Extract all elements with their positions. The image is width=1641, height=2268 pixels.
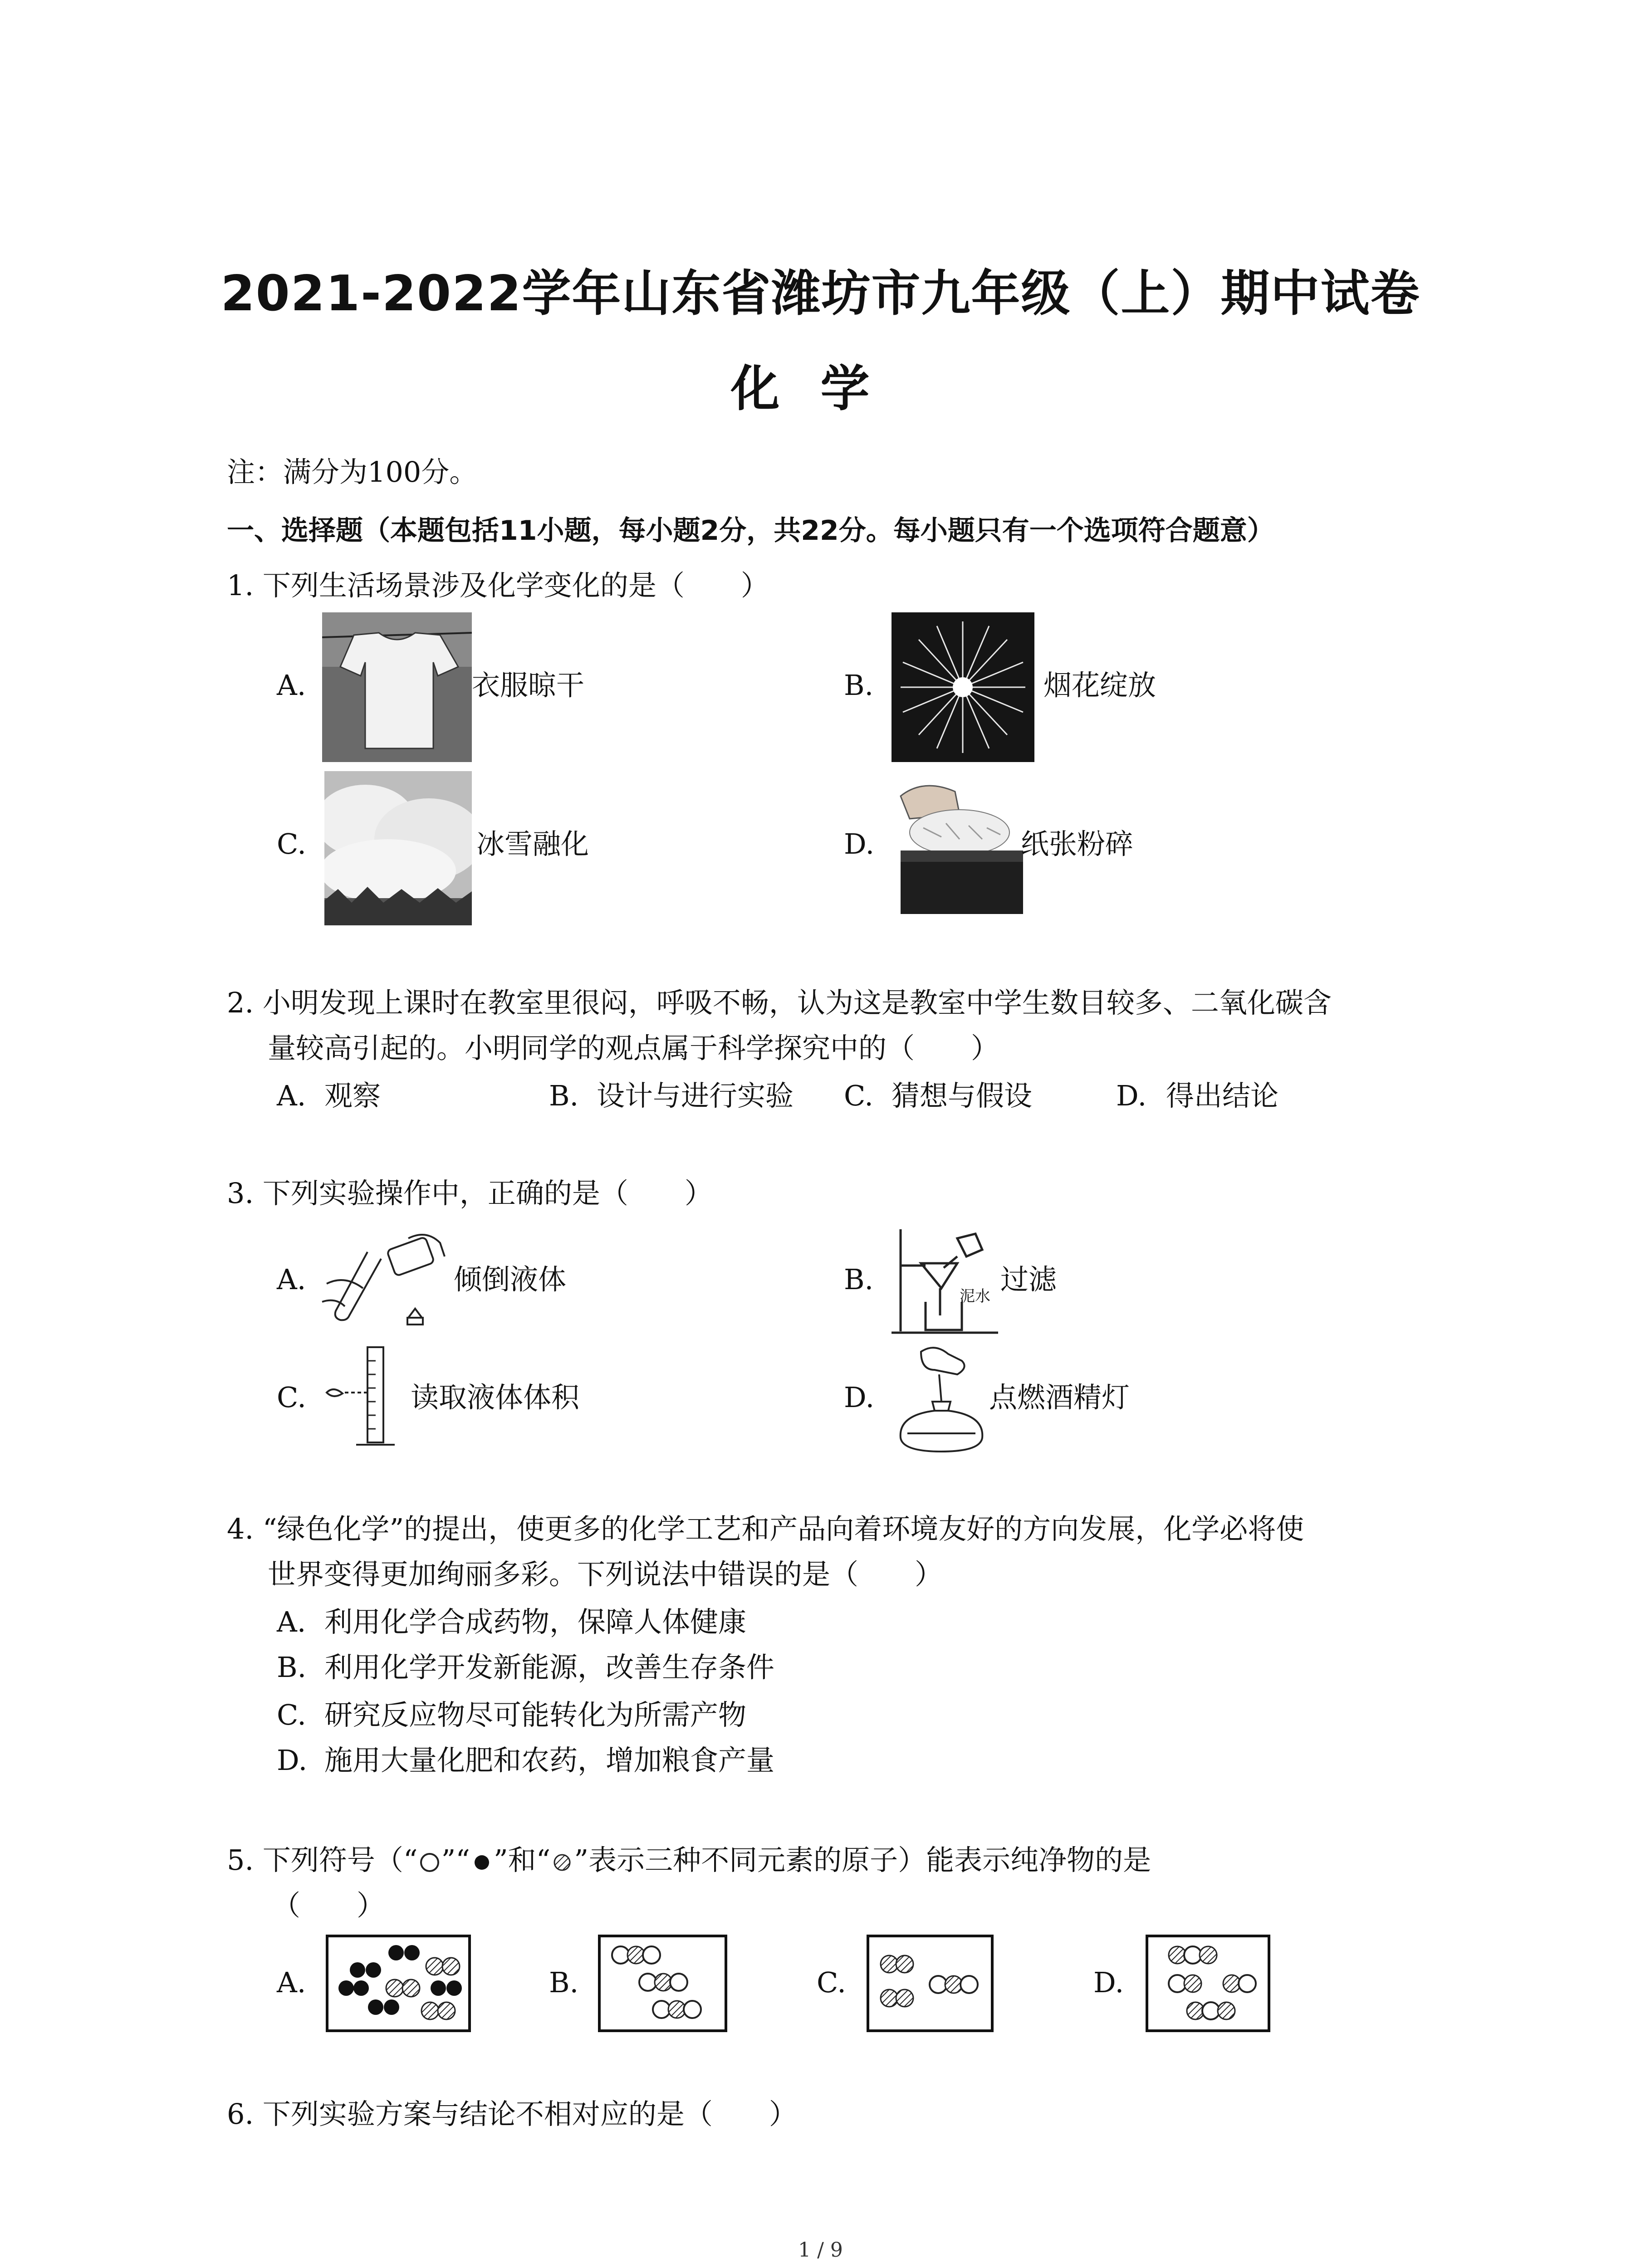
q4-option-d-text: 施用大量化肥和农药，增加粮食产量 — [324, 1744, 775, 1777]
q2-option-b-letter: B. — [549, 1079, 579, 1112]
molecule-box-c — [867, 1935, 994, 2032]
score-note: 注：满分为100分。 — [227, 455, 478, 489]
q1-option-a-text: 衣服晾干 — [472, 669, 585, 702]
q1-option-b-text: 烟花绽放 — [1043, 669, 1156, 702]
q4-option-a-letter: A. — [277, 1605, 306, 1638]
question-5-stem-line2: （ ） — [272, 1889, 385, 1922]
q3-option-d-text: 点燃酒精灯 — [989, 1381, 1130, 1414]
shirt-drying-picture — [322, 612, 472, 762]
q1-option-c-letter: C. — [277, 827, 306, 860]
molecule-box-d — [1146, 1935, 1270, 2032]
q2-option-d-text: 得出结论 — [1166, 1079, 1279, 1112]
q1-option-d-text: 纸张粉碎 — [1021, 827, 1134, 860]
q2-option-b-text: 设计与进行实验 — [597, 1079, 794, 1112]
question-3-stem: 3. 下列实验操作中，正确的是（ ） — [227, 1177, 713, 1210]
q4-option-a-text: 利用化学合成药物，保障人体健康 — [324, 1605, 747, 1638]
q4-option-b-letter: B. — [277, 1651, 307, 1684]
q5-option-a-letter: A. — [277, 1966, 306, 1999]
q3-option-d-letter: D. — [844, 1381, 875, 1414]
alcohol-lamp-picture — [889, 1343, 989, 1456]
molecule-box-a — [326, 1935, 471, 2032]
molecule-box-b — [598, 1935, 727, 2032]
q5-option-c-letter: C. — [817, 1966, 846, 1999]
q3-option-b-text: 过滤 — [1000, 1263, 1057, 1296]
q4-option-c-letter: C. — [277, 1698, 306, 1731]
q5-option-d-letter: D. — [1093, 1966, 1124, 1999]
filtration-picture — [889, 1225, 1003, 1338]
q4-option-d-letter: D. — [277, 1744, 308, 1777]
q3-option-b-letter: B. — [844, 1263, 874, 1296]
q1-option-d-letter: D. — [844, 827, 875, 860]
graduated-cylinder-picture — [318, 1343, 408, 1456]
q1-option-c-text: 冰雪融化 — [476, 827, 589, 860]
question-2-stem-line2: 量较高引起的。小明同学的观点属于科学探究中的（ ） — [268, 1031, 999, 1065]
question-2-stem-line1: 2. 小明发现上课时在教室里很闷，呼吸不畅，认为这是教室中学生数目较多、二氧化碳含 — [227, 986, 1332, 1019]
paper-shredder-picture — [892, 778, 1028, 919]
q4-option-c-text: 研究反应物尽可能转化为所需产物 — [324, 1698, 747, 1731]
q2-option-a-text: 观察 — [324, 1079, 381, 1112]
question-4-stem-line2: 世界变得更加绚丽多彩。下列说法中错误的是（ ） — [268, 1558, 943, 1591]
q1-option-b-letter: B. — [844, 669, 874, 702]
snow-melting-picture — [324, 771, 472, 925]
section-heading: 一、选择题（本题包括11小题，每小题2分，共22分。每小题只有一个选项符合题意） — [227, 515, 1274, 547]
question-6-stem: 6. 下列实验方案与结论不相对应的是（ ） — [227, 2097, 797, 2131]
q2-option-d-letter: D. — [1116, 1079, 1147, 1112]
q4-option-b-text: 利用化学开发新能源，改善生存条件 — [324, 1651, 775, 1684]
paper-title: 2021-2022学年山东省潍坊市九年级（上）期中试卷 — [220, 265, 1421, 322]
page-number: 1 / 9 — [798, 2239, 843, 2262]
subject-title: 化学 — [730, 361, 911, 417]
q3-option-a-letter: A. — [277, 1263, 306, 1296]
q1-option-a-letter: A. — [277, 669, 306, 702]
black-atom-icon — [470, 1850, 494, 1873]
q2-option-c-text: 猜想与假设 — [892, 1079, 1033, 1112]
q2-option-c-letter: C. — [844, 1079, 873, 1112]
fireworks-picture — [892, 612, 1034, 762]
q3-option-c-text: 读取液体体积 — [411, 1381, 580, 1414]
question-4-stem-line1: 4. “绿色化学”的提出，使更多的化学工艺和产品向着环境友好的方向发展，化学必将使 — [227, 1512, 1304, 1545]
muddy-water-label: 泥水 — [960, 1287, 990, 1305]
question-5-stem-line1: 5. 下列符号（“ ”“ ”和“ ”表示三种不同元素的原子）能表示纯净物的是 — [227, 1843, 1151, 1877]
hatched-atom-icon — [550, 1850, 574, 1873]
white-atom-icon — [418, 1850, 441, 1873]
question-1-stem: 1. 下列生活场景涉及化学变化的是（ ） — [227, 569, 769, 602]
q5-option-b-letter: B. — [549, 1966, 579, 1999]
pouring-liquid-picture — [318, 1225, 454, 1334]
q2-option-a-letter: A. — [277, 1079, 306, 1112]
q3-option-a-text: 倾倒液体 — [454, 1263, 567, 1296]
q3-option-c-letter: C. — [277, 1381, 306, 1414]
